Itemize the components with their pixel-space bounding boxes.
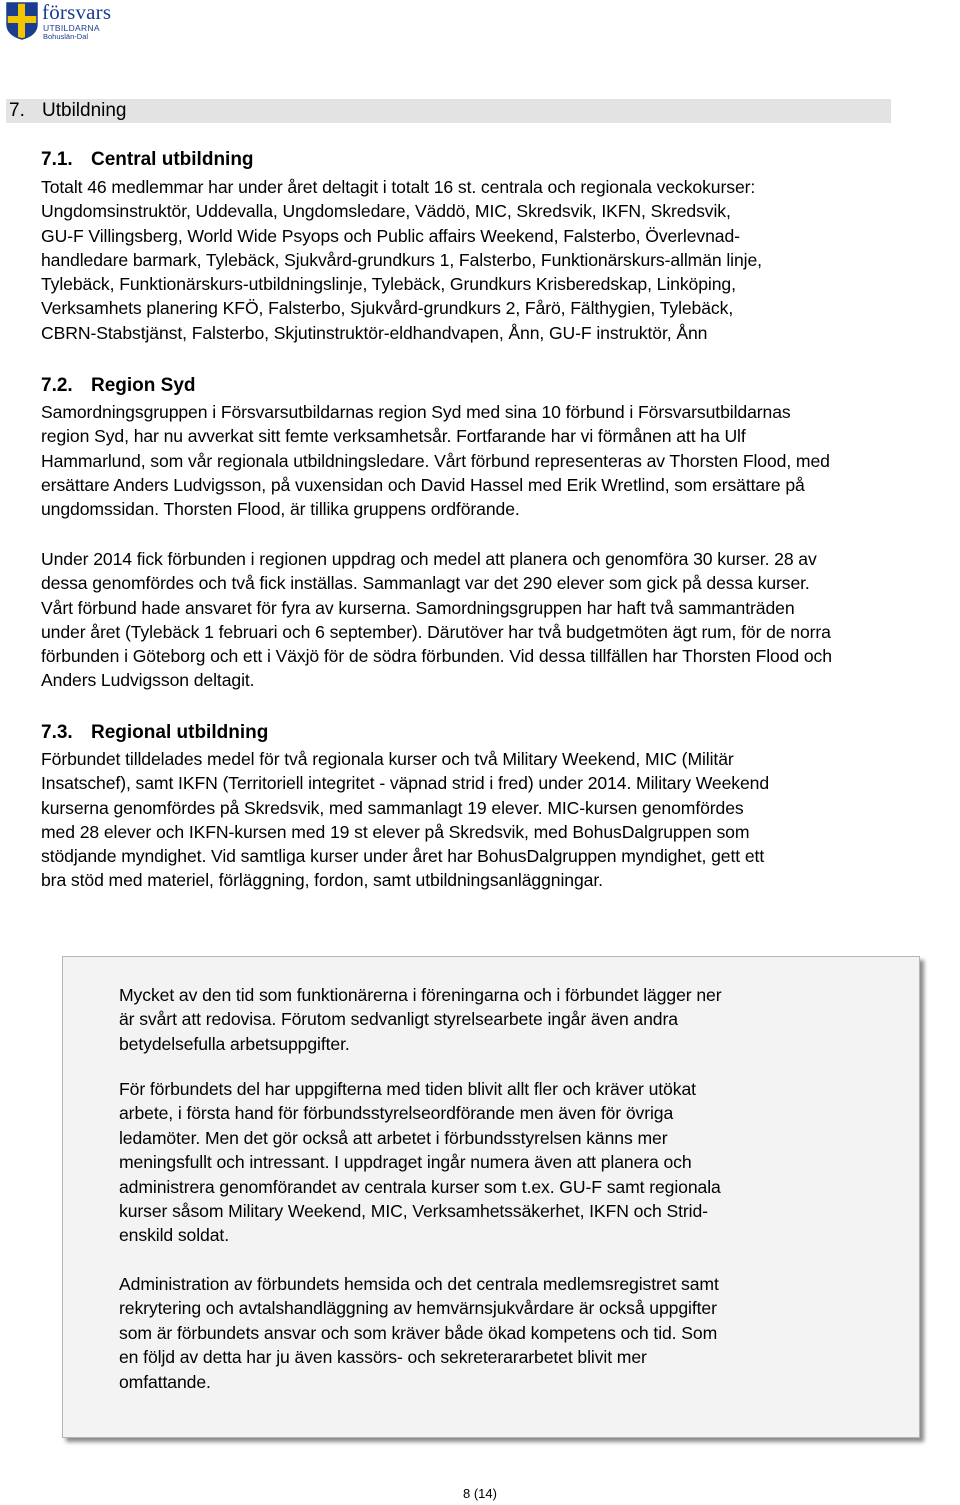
text-line: Förbundet tilldelades medel för två regionala kurser och två Military Weekend, MIC (Militär — [41, 749, 734, 769]
text-line: ersättare Anders Ludvigsson, på vuxensidan och David Hassel med Erik Wretlind, som ersättare på — [41, 474, 805, 495]
text-line: administrera genomförandet av centrala kurser som t.ex. GU-F samt regionala — [119, 1176, 721, 1197]
text-line: CBRN-Stabstjänst, Falsterbo, Skjutinstruktör-eldhandvapen, Ånn, GU-F instruktör, Ånn — [41, 322, 708, 343]
text-line: region Syd, har nu avverkat sitt femte verksamhetsår. Fortfarande har vi förmånen att ha Ulf — [41, 426, 746, 447]
page-number: 8 (14) — [463, 1486, 497, 1501]
text-line: Ungdomsinstruktör, Uddevalla, Ungdomsledare, Väddö, MIC, Skredsvik, IKFN, Skredsvik, — [41, 201, 731, 222]
info-box — [62, 956, 920, 1438]
section-heading-central — [41, 148, 254, 172]
region-paragraph-1 — [41, 400, 830, 521]
section-title: Region Syd — [91, 375, 196, 396]
text-line: kurser såsom Military Weekend, MIC, Verksamhetssäkerhet, IKFN och Strid- — [119, 1201, 708, 1222]
text-line: kurserna genomfördes på Skredsvik, med sammanlagt 19 elever. MIC-kursen genomfördes — [41, 797, 744, 818]
text-line: Mycket av den tid som funktionärerna i föreningarna och i förbundet lägger ner — [119, 985, 722, 1005]
central-paragraph — [41, 175, 762, 345]
text-line: bra stöd med materiel, förläggning, fordon, samt utbildningsanläggningar. — [41, 870, 603, 891]
chapter-title: Utbildning — [42, 100, 127, 121]
text-line: förbunden i Göteborg och ett i Växjö för de södra förbunden. Vid dessa tillfällen har Thorsten Flood och — [41, 646, 832, 667]
text-line: ledamöter. Men det gör också att arbetet i förbundsstyrelsen känns mer — [119, 1127, 668, 1148]
text-line: stödjande myndighet. Vid samtliga kurser under året har BohusDalgruppen myndighet, gett ett — [41, 846, 765, 867]
text-line: arbete, i första hand för förbundsstyrelseordförande men även för övriga — [119, 1103, 674, 1124]
logo-line1: UTBILDARNA — [43, 23, 100, 33]
logo — [6, 2, 146, 42]
text-line: Verksamhets planering KFÖ, Falsterbo, Sjukvård-grundkurs 2, Fårö, Fälthygien, Tylebäck, — [41, 298, 734, 319]
text-line: är svårt att redovisa. Förutom sedvanligt styrelsearbete ingår även andra — [119, 1009, 678, 1030]
info-box-paragraph-3 — [119, 1272, 839, 1394]
text-line: För förbundets del har uppgifterna med tiden blivit allt fler och kräver utökat — [119, 1079, 696, 1099]
section-number: 7.1. — [41, 149, 73, 170]
region-paragraph-2 — [41, 547, 832, 693]
text-line: betydelsefulla arbetsuppgifter. — [119, 1033, 350, 1054]
logo-line2: Bohuslän-Dal — [43, 32, 89, 41]
section-number: 7.3. — [41, 722, 73, 743]
text-line: Insatschef), samt IKFN (Territoriell integritet - väpnad strid i fred) under 2014. Military Weekend — [41, 773, 770, 794]
text-line: en följd av detta har ju även kassörs- och sekreterararbetet blivit mer — [119, 1347, 647, 1368]
section-number: 7.2. — [41, 375, 73, 396]
shield-icon — [6, 2, 38, 40]
logo-brand: försvars — [42, 0, 112, 24]
text-line: Administration av förbundets hemsida och det centrala medlemsregistret samt — [119, 1274, 719, 1294]
text-line: GU-F Villingsberg, World Wide Psyops och Public affairs Weekend, Falsterbo, Överlevnad- — [41, 225, 740, 246]
section-heading-region-syd — [41, 374, 196, 398]
section-heading-regional — [41, 721, 268, 745]
text-line: rekrytering och avtalshandläggning av hemvärnsjukvårdare är också uppgifter — [119, 1298, 717, 1319]
text-line: Vårt förbund hade ansvaret för fyra av kurserna. Samordningsgruppen har haft två sammanträden — [41, 597, 795, 618]
text-line: ungdomssidan. Thorsten Flood, är tillika gruppens ordförande. — [41, 499, 520, 520]
text-line: Hammarlund, som vår regionala utbildningsledare. Vårt förbund representeras av Thorsten Flood, med — [41, 450, 830, 471]
text-line: meningsfullt och intressant. I uppdraget ingår numera även att planera och — [119, 1152, 692, 1173]
chapter-number: 7. — [9, 100, 25, 121]
text-line: Under 2014 fick förbunden i regionen uppdrag och medel att planera och genomföra 30 kurser. 28 av — [41, 549, 817, 569]
regional-paragraph — [41, 747, 769, 893]
text-line: under året (Tylebäck 1 februari och 6 september). Därutöver har två budgetmöten ägt rum, för de norra — [41, 621, 831, 642]
chapter-heading — [6, 99, 891, 123]
text-line: handledare barmark, Tylebäck, Sjukvård-grundkurs 1, Falsterbo, Funktionärskurs-allmän linje, — [41, 249, 762, 270]
text-line: Anders Ludvigsson deltagit. — [41, 670, 255, 691]
text-line: dessa genomfördes och två fick inställas. Sammanlagt var det 290 elever som gick på dessa kurser. — [41, 573, 810, 594]
text-line: Samordningsgruppen i Försvarsutbildarnas region Syd med sina 10 förbund i Försvarsutbildarnas — [41, 402, 791, 422]
section-title: Central utbildning — [91, 149, 254, 170]
text-line: omfattande. — [119, 1371, 211, 1392]
text-line: enskild soldat. — [119, 1225, 229, 1246]
info-box-paragraph-2 — [119, 1077, 839, 1248]
text-line: Totalt 46 medlemmar har under året deltagit i totalt 16 st. centrala och regionala veckokurser: — [41, 177, 756, 197]
text-line: som är förbundets ansvar och som kräver både ökad kompetens och tid. Som — [119, 1322, 718, 1343]
text-line: med 28 elever och IKFN-kursen med 19 st elever på Skredsvik, med BohusDalgruppen som — [41, 821, 750, 842]
info-box-paragraph-1 — [119, 983, 839, 1056]
section-title: Regional utbildning — [91, 722, 269, 743]
text-line: Tylebäck, Funktionärskurs-utbildningslinje, Tylebäck, Grundkurs Krisberedskap, Linköping, — [41, 274, 736, 295]
